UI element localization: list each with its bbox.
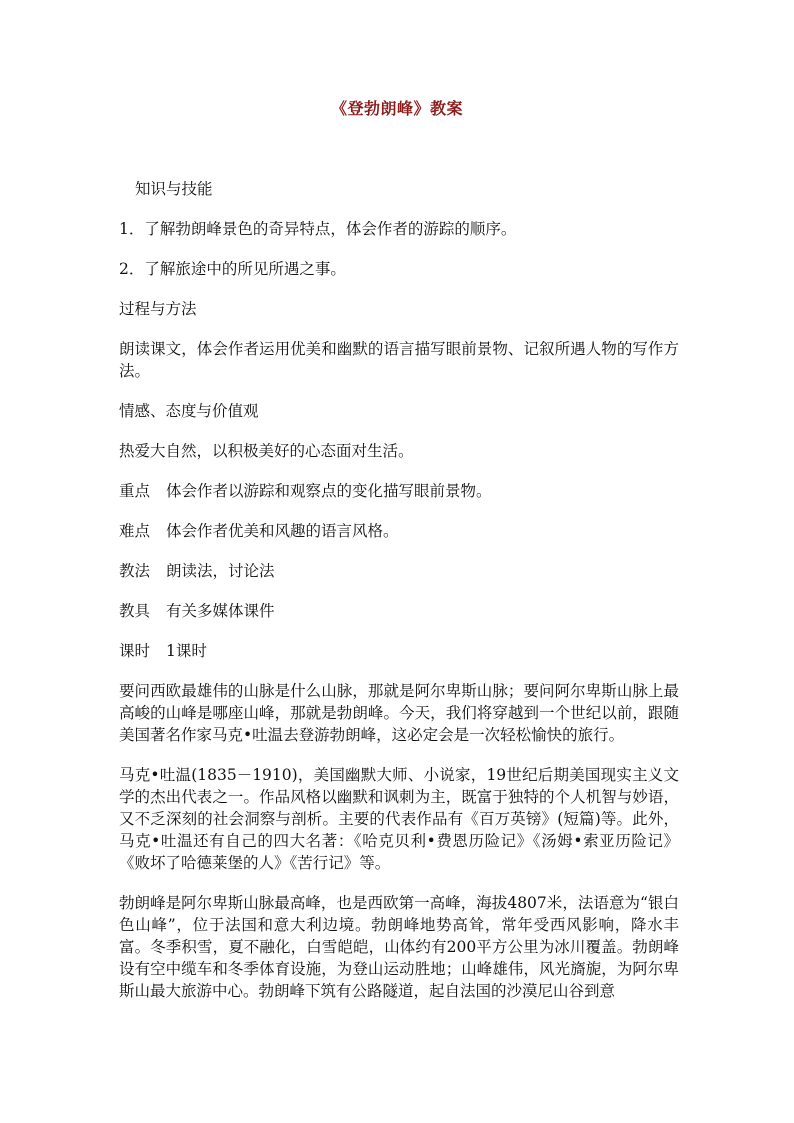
knowledge-item-2: 2．了解旅途中的所见所遇之事。 [119, 260, 346, 278]
author-paragraph: 马克•吐温(1835－1910)，美国幽默大师、小说家，19世纪后期美国现实主义文学的杰出代表之一。作品风格以幽默和讽刺为主，既富于独特的个人机智与妙语，又不乏深刻的社会洞察与剖析。主要的代表作品有《百万英镑》(短篇)等。此外，马克•吐温还有自己的四大名著：《哈克贝利•费恩历险记》《汤姆•索亚历险记》《败坏了哈德莱堡的人》《苦行记》等。 [119, 766, 679, 872]
document-body [119, 178, 679, 1020]
class-hours-label: 课时 [119, 642, 151, 660]
key-point-text: 体会作者以游踪和观察点的变化描写眼前景物。 [166, 482, 492, 500]
class-hours-text: 1课时 [166, 642, 207, 660]
knowledge-heading: 知识与技能 [135, 180, 213, 198]
difficult-point-text: 体会作者优美和风趣的语言风格。 [166, 522, 399, 540]
key-point-label: 重点 [119, 482, 151, 500]
teaching-method-text: 朗读法，讨论法 [166, 562, 275, 580]
process-text: 朗读课文，体会作者运用优美和幽默的语言描写眼前景物、记叙所遇人物的写作方法。 [119, 340, 679, 380]
document-title: 《登勃朗峰》教案 [330, 99, 463, 118]
emotion-heading: 情感、态度与价值观 [119, 402, 259, 420]
teaching-tools-line [119, 600, 679, 622]
difficult-point-line [119, 520, 679, 542]
knowledge-item-1: 1．了解勃朗峰景色的奇异特点，体会作者的游踪的顺序。 [119, 220, 517, 238]
emotion-text: 热爱大自然，以积极美好的心态面对生活。 [119, 442, 414, 460]
teaching-tools-text: 有关多媒体课件 [166, 602, 275, 620]
process-heading: 过程与方法 [119, 300, 197, 318]
teaching-method-label: 教法 [119, 562, 151, 580]
teaching-tools-label: 教具 [119, 602, 151, 620]
mountain-paragraph: 勃朗峰是阿尔卑斯山脉最高峰，也是西欧第一高峰，海拔4807米，法语意为“银白色山峰”，位于法国和意大利边境。勃朗峰地势高耸，常年受西风影响，降水丰富。冬季积雪，夏不融化，白雪皑皑，山体约有200平方公里为冰川覆盖。勃朗峰设有空中缆车和冬季体育设施，为登山运动胜地；山峰雄伟，风光旖旎，为阿尔卑斯山最大旅游中心。勃朗峰下筑有公路隧道，起自法国的沙漠尼山谷到意 [119, 894, 679, 1000]
teaching-method-line [119, 560, 679, 582]
key-point-line [119, 480, 679, 502]
difficult-point-label: 难点 [119, 522, 151, 540]
class-hours-line [119, 640, 679, 662]
intro-paragraph: 要问西欧最雄伟的山脉是什么山脉，那就是阿尔卑斯山脉；要问阿尔卑斯山脉上最高峻的山峰是哪座山峰，那就是勃朗峰。今天，我们将穿越到一个世纪以前，跟随美国著名作家马克•吐温去登游勃朗峰，这必定会是一次轻松愉快的旅行。 [119, 682, 679, 744]
